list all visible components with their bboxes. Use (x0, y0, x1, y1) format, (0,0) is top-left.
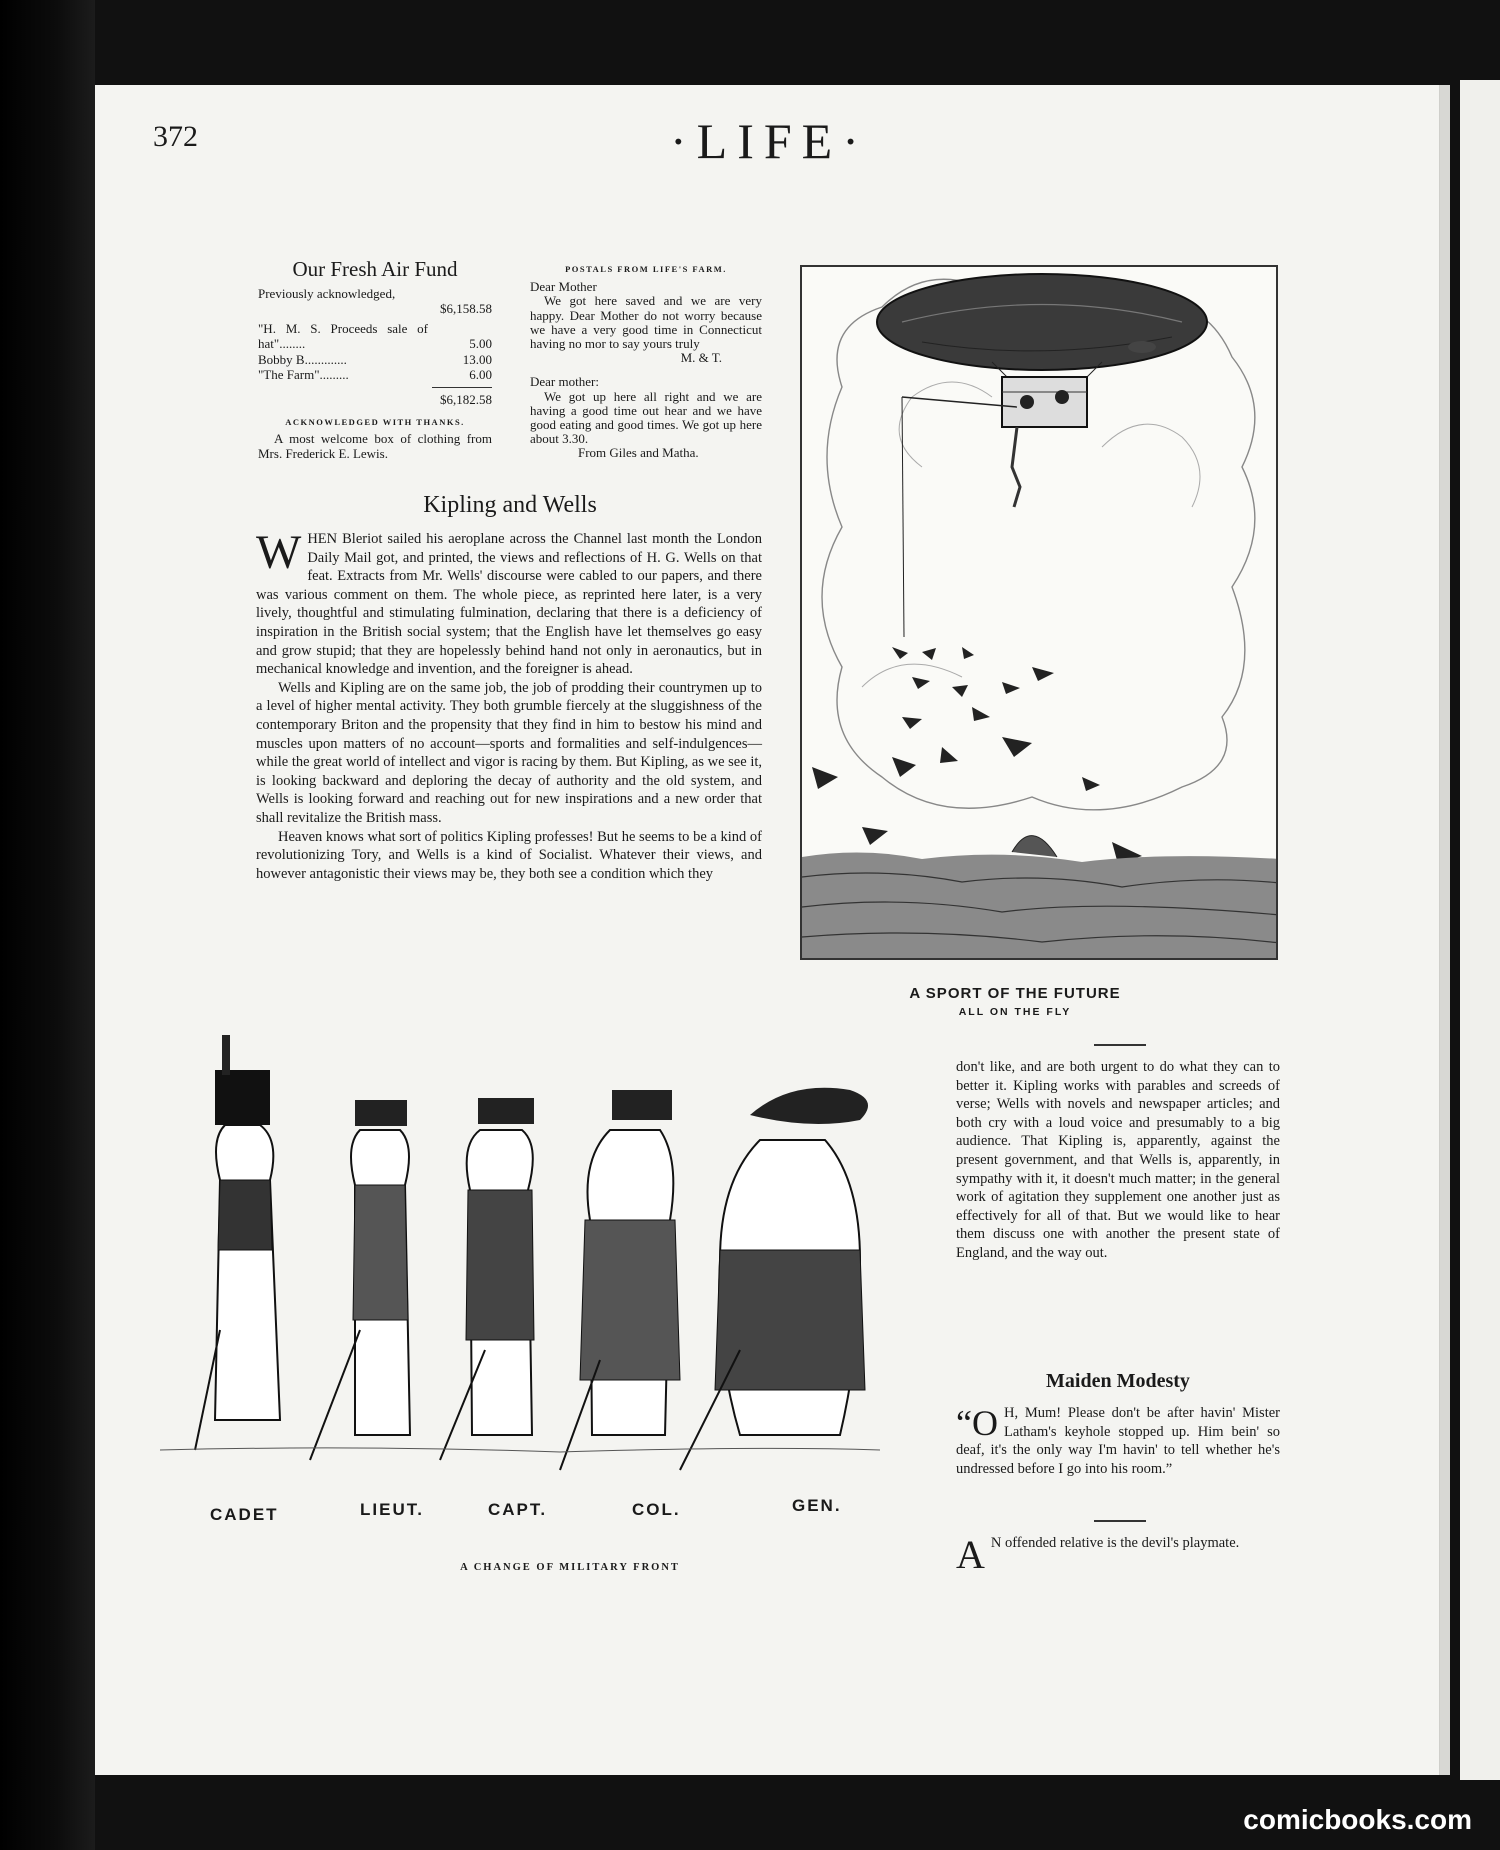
kipling-p4: don't like, and are both urgent to do what they can to better it. Kipling works with parables and screeds of verse; Wells with novels and newspaper articles; and both cry with a loud voice and presumably to a big audience. That Kipling is, apparently, against the present government, and that Wells is, apparently, in sympathy with it, it doesn't much matter; in the general work of agitation they supplement one another just as effectively for all of that. But we would like to hear them discuss one with another the present state of England, and the way out. (956, 1059, 1280, 1261)
dropcap-o: “O (956, 1403, 998, 1443)
letter2-salutation: Dear mother: (530, 374, 599, 390)
soldiers-drawing (160, 1020, 940, 1520)
fund-row-amount: 13.00 (462, 351, 492, 367)
postals-title: POSTALS FROM LIFE'S FARM. (565, 264, 727, 274)
lieut-figure (310, 1100, 410, 1460)
airship-illustration (800, 265, 1278, 960)
section-rule (1094, 1044, 1146, 1046)
sport-caption-subtitle: ALL ON THE FLY (958, 1006, 1072, 1018)
fund-row-label: "H. M. S. Proceeds sale of hat"........ (258, 320, 428, 351)
thanks-text: A most welcome box of clothing from Mrs. Frederick E. Lewis. (258, 430, 492, 461)
section-rule (1094, 1520, 1146, 1522)
letter1-body: We got here saved and we are very happy. Dear Mother do not worry because we have a very good time in Connecticut having no mor to say yours truly (530, 293, 762, 352)
letter2-sign: From Giles and Matha. (578, 445, 699, 461)
sport-caption-title: A SPORT OF THE FUTURE (909, 985, 1121, 1002)
sum-rule (432, 387, 492, 388)
col-figure (560, 1090, 680, 1470)
kipling-p3: Heaven knows what sort of politics Kipling professes! But he seems to be a kind of revolutionizing Tory, and Wells is a kind of Socialist. Whatever their views, and however antagonistic their views may be, they both see a condition which they (256, 828, 762, 882)
capt-figure (440, 1098, 534, 1460)
previously-label: Previously acknowledged, (258, 285, 396, 301)
watermark-text: comicbooks.com (1243, 1804, 1472, 1835)
next-page-strip (1460, 80, 1500, 1780)
military-caption: A CHANGE OF MILITARY FRONT (460, 1562, 680, 1573)
label-cadet: CADET (210, 1505, 279, 1524)
letter2-body: We got up here all right and we are having a good time out hear and we have good eating and good times. We got up here about 3.30. (530, 388, 762, 447)
letter1-salutation: Dear Mother (530, 279, 597, 295)
letter1-sign: M. & T. (680, 350, 722, 366)
thanks-title: ACKNOWLEDGED WITH THANKS. (285, 417, 465, 427)
fund-row-amount: 6.00 (469, 367, 492, 382)
airship-drawing (802, 267, 1278, 960)
maiden-body: H, Mum! Please don't be after havin' Mister Latham's keyhole stopped up. Him bein' so deaf, it's the only way I'm havin' to tell whether he's undressed before I go into his room.” (956, 1405, 1280, 1477)
kipling-title: Kipling and Wells (423, 492, 597, 518)
fund-row (258, 367, 492, 383)
fund-row (258, 352, 492, 368)
cadet-figure (195, 1035, 280, 1450)
label-gen: GEN. (792, 1496, 842, 1515)
fund-row (258, 321, 492, 352)
dropcap-w: W (256, 526, 302, 579)
maiden-title: Maiden Modesty (1046, 1370, 1190, 1392)
military-illustration (160, 1020, 940, 1580)
label-lieut: LIEUT. (360, 1500, 424, 1519)
binding-shadow (0, 0, 95, 1850)
previously-amount: $6,158.58 (440, 301, 492, 316)
relative-body: N offended relative is the devil's playmate. (990, 1535, 1240, 1551)
sport-caption (880, 985, 1150, 1018)
kipling-p1 (256, 526, 762, 679)
masthead-title: ·LIFE· (670, 113, 869, 169)
maiden-text (956, 1404, 1280, 1478)
page-number: 372 (153, 120, 198, 153)
postals (530, 262, 762, 461)
label-col: COL. (632, 1500, 681, 1519)
fund-total: $6,182.58 (440, 391, 492, 407)
kipling-continued (956, 1058, 1280, 1263)
relative-text (956, 1532, 1280, 1577)
dropcap-a: A (956, 1532, 985, 1577)
fund-row-label: "The Farm"......... (258, 367, 349, 382)
fresh-air-fund-title: Our Fresh Air Fund (292, 257, 458, 281)
fresh-air-fund (258, 257, 492, 462)
label-capt: CAPT. (488, 1500, 548, 1519)
fund-row-label: Bobby B............. (258, 351, 347, 367)
gen-figure (680, 1088, 868, 1470)
kipling-p2: Wells and Kipling are on the same job, the job of prodding their countrymen up to a level of higher mental activity. They both grumble fiercely at the sluggishness of the contemporary Briton and the propensity that they find in him to bestow his mind and muscles upon matters of no account—sports and formalities and self-indulgences—while the great world of intellect and vigor is racing by them. But Kipling, as we see it, is looking backward and deploring the decay of authority and the old system, and Wells is looking forward and reaching out for new inspirations and a new order that shall revitalize the British mass. (256, 679, 762, 826)
kipling-p1-text: HEN Bleriot sailed his aeroplane across the Channel last month the London Daily Mail got, and printed, the views and reflections of H. G. Wells on that feat. Extracts from Mr. Wells' discourse were cabled to our papers, and there was various comment on them. The whole piece, as reprinted here later, is a very lively, thoughtful and stimulating fulmination, declaring that there is a deficiency of inspiration in the British social system; that the English have let themselves go easy and grow stupid; that they are hopelessly behind hand not only in aeronautics, but in mechanical knowledge and invention, and the foreigner is ahead. (256, 531, 762, 678)
fund-row-amount: 5.00 (469, 336, 492, 351)
kipling-article (256, 526, 762, 883)
page-edge (1440, 85, 1450, 1775)
